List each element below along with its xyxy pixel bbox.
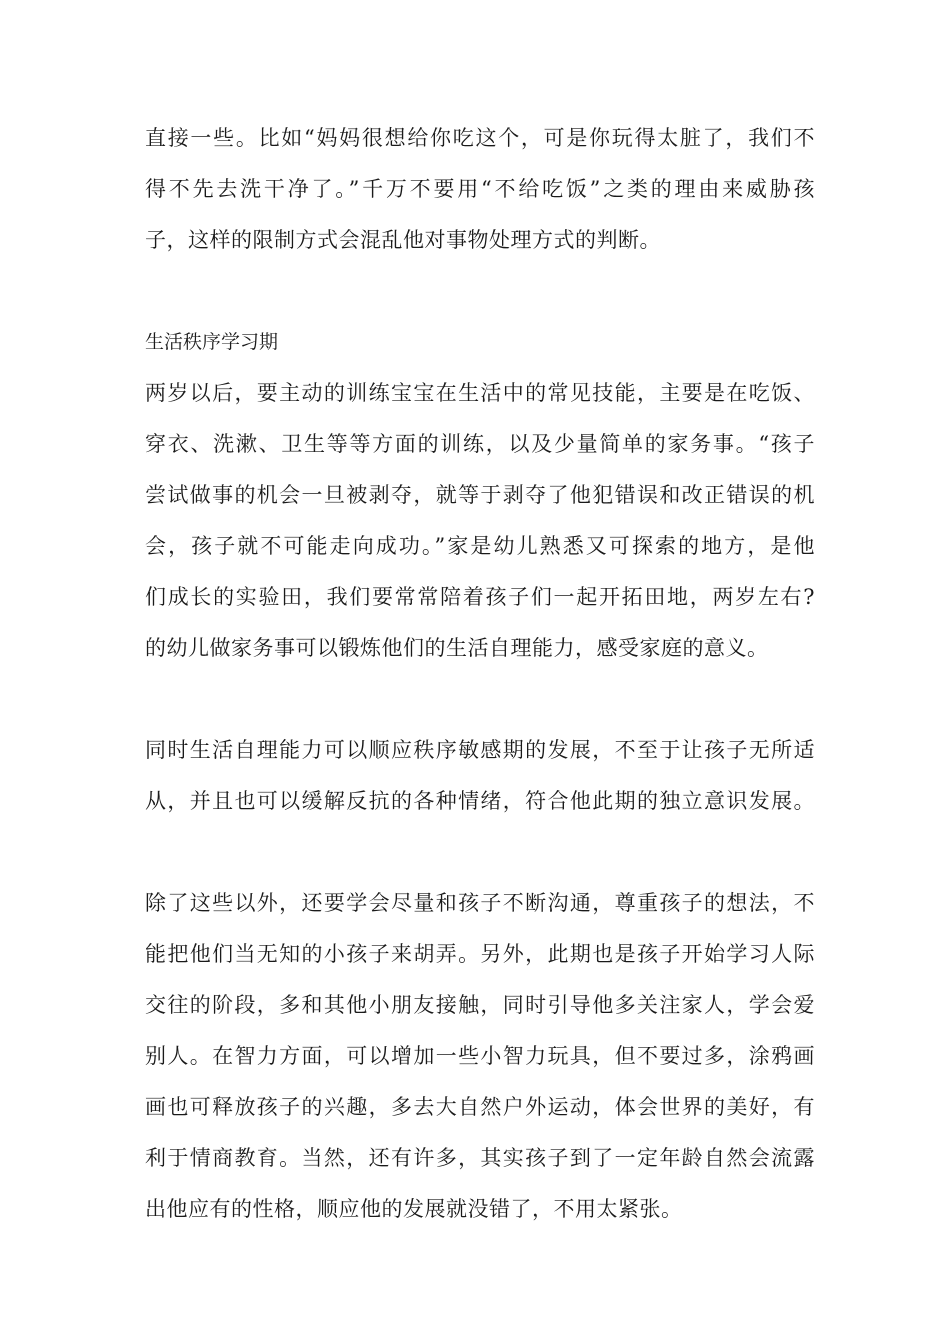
text-line: 同时生活自理能力可以顺应秩序敏感期的发展，不至于让孩子无所适: [145, 738, 815, 762]
document-page: [145, 113, 815, 1235]
paragraph-gap: [145, 827, 815, 878]
text-line: 出他应有的性格，顺应他的发展就没错了，不用太紧张。: [145, 1197, 683, 1221]
text-line: 除了这些以外，还要学会尽量和孩子不断沟通，尊重孩子的想法，不: [145, 891, 815, 915]
text-line: 尝试做事的机会一旦被剥夺，就等于剥夺了他犯错误和改正错误的机: [145, 483, 815, 507]
text-line: 利于情商教育。当然，还有许多，其实孩子到了一定年龄自然会流露: [145, 1146, 815, 1170]
text-line: 从，并且也可以缓解反抗的各种情绪，符合他此期的独立意识发展。: [145, 789, 815, 813]
text-line: 能把他们当无知的小孩子来胡弄。另外，此期也是孩子开始学习人际: [145, 942, 815, 966]
paragraph-4: [145, 878, 815, 1235]
text-line: 会，孩子就不可能走向成功。”家是幼儿熟悉又可探索的地方，是他: [145, 534, 815, 558]
paragraph-gap: [145, 674, 815, 725]
paragraph-1: [145, 113, 815, 266]
text-line: 别人。在智力方面，可以增加一些小智力玩具，但不要过多，涂鸦画: [145, 1044, 815, 1068]
text-line: 的幼儿做家务事可以锻炼他们的生活自理能力，感受家庭的意义。: [145, 636, 769, 660]
paragraph-2: [145, 317, 815, 674]
text-line: 画也可释放孩子的兴趣，多去大自然户外运动，体会世界的美好，有: [145, 1095, 815, 1119]
paragraph-gap: [145, 266, 815, 317]
paragraph-3: [145, 725, 815, 827]
text-line: 子，这样的限制方式会混乱他对事物处理方式的判断。: [145, 228, 661, 252]
text-line: 得不先去洗干净了。”千万不要用“不给吃饭”之类的理由来威胁孩: [145, 177, 815, 201]
text-line: 们成长的实验田，我们要常常陪着孩子们一起开拓田地，两岁左右?: [145, 585, 815, 609]
text-line: 直接一些。比如“妈妈很想给你吃这个，可是你玩得太脏了，我们不: [145, 126, 815, 150]
text-line: 穿衣、洗漱、卫生等等方面的训练，以及少量简单的家务事。“孩子: [145, 432, 815, 456]
text-line: 两岁以后，要主动的训练宝宝在生活中的常见技能，主要是在吃饭、: [145, 381, 815, 405]
section-heading: 生活秩序学习期: [145, 331, 279, 353]
text-line: 交往的阶段，多和其他小朋友接触，同时引导他多关注家人，学会爱: [145, 993, 815, 1017]
